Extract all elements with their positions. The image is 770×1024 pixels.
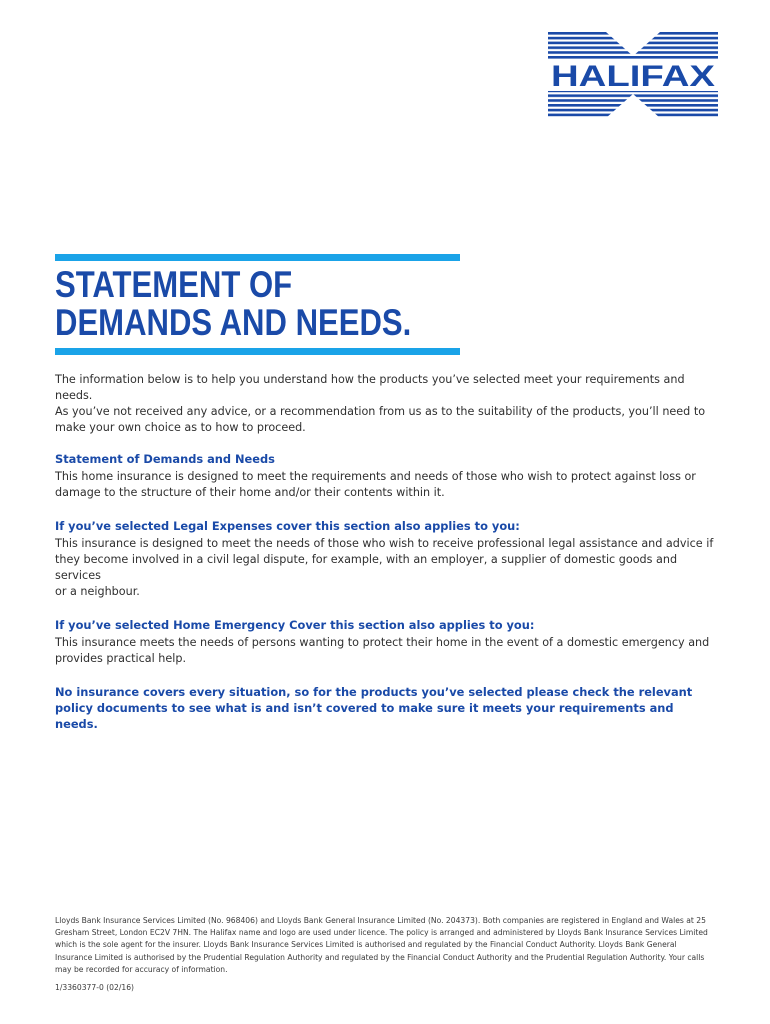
title-bottom-rule (55, 348, 460, 355)
halifax-logo (548, 32, 718, 118)
section-body-home-emergency: This insurance meets the needs of persons wanting to protect their home in the event of a domestic emergency and provides practical help. (55, 636, 710, 665)
title-top-rule (55, 254, 460, 261)
legal-text: Lloyds Bank Insurance Services Limited (No. 968406) and Lloyds Bank General Insurance Limited (No. 204373). Both companies are registered in England and Wales at 25 Gresham Street, London EC2V 7HN. The Halifax name and logo are used under licence. The policy is arranged and administered by Lloyds Bank Insurance Services Limited which is the sole agent for the insurer. Lloyds Bank Insurance Services Limited is authorised and regulated by the Financial Conduct Authority. Lloyds Bank General Insurance Limited is authorised by the Prudential Regulation Authority and regulated by the Financial Conduct Authority and the Prudential Regulation Authority. Your calls may be recorded for accuracy of information. (55, 916, 708, 974)
legal-line-2: they become involved in a civil legal dispute, for example, with an employer, a supplier of domestic goods and services (55, 553, 678, 582)
title-line-2: DEMANDS AND NEEDS. (55, 302, 412, 343)
section-heading-legal-expenses: If you’ve selected Legal Expenses cover this section also applies to you: (55, 519, 520, 533)
intro-paragraph (55, 372, 715, 436)
title-line-1: STATEMENT OF (55, 264, 293, 305)
intro-line-2: As you’ve not received any advice, or a recommendation from us as to the suitability of the products, you’ll need to make your own choice as to how to proceed. (55, 405, 706, 434)
document-body (55, 372, 715, 732)
section-body-legal-expenses (55, 536, 715, 600)
document-reference: 1/3360377-0 (02/16) (55, 983, 135, 992)
intro-line-1: The information below is to help you understand how the products you’ve selected meet your requirements and needs. (55, 373, 685, 402)
policy-notice: No insurance covers every situation, so for the products you’ve selected please check the relevant policy documents to see what is and isn’t covered to make sure it meets your requirements and needs. (55, 685, 693, 731)
section-body-demands: This home insurance is designed to meet the requirements and needs of those who wish to protect against loss or damage to the structure of their home and/or their contents within it. (55, 470, 696, 499)
section-heading-demands: Statement of Demands and Needs (55, 452, 275, 466)
page-title (55, 266, 411, 342)
legal-line-1: This insurance is designed to meet the needs of those who wish to receive professional legal assistance and advice if (55, 537, 714, 550)
logo-wordmark: HALIFAX (551, 60, 715, 93)
legal-line-3: or a neighbour. (55, 585, 140, 598)
legal-footer (55, 915, 715, 976)
section-heading-home-emergency: If you’ve selected Home Emergency Cover this section also applies to you: (55, 618, 535, 632)
